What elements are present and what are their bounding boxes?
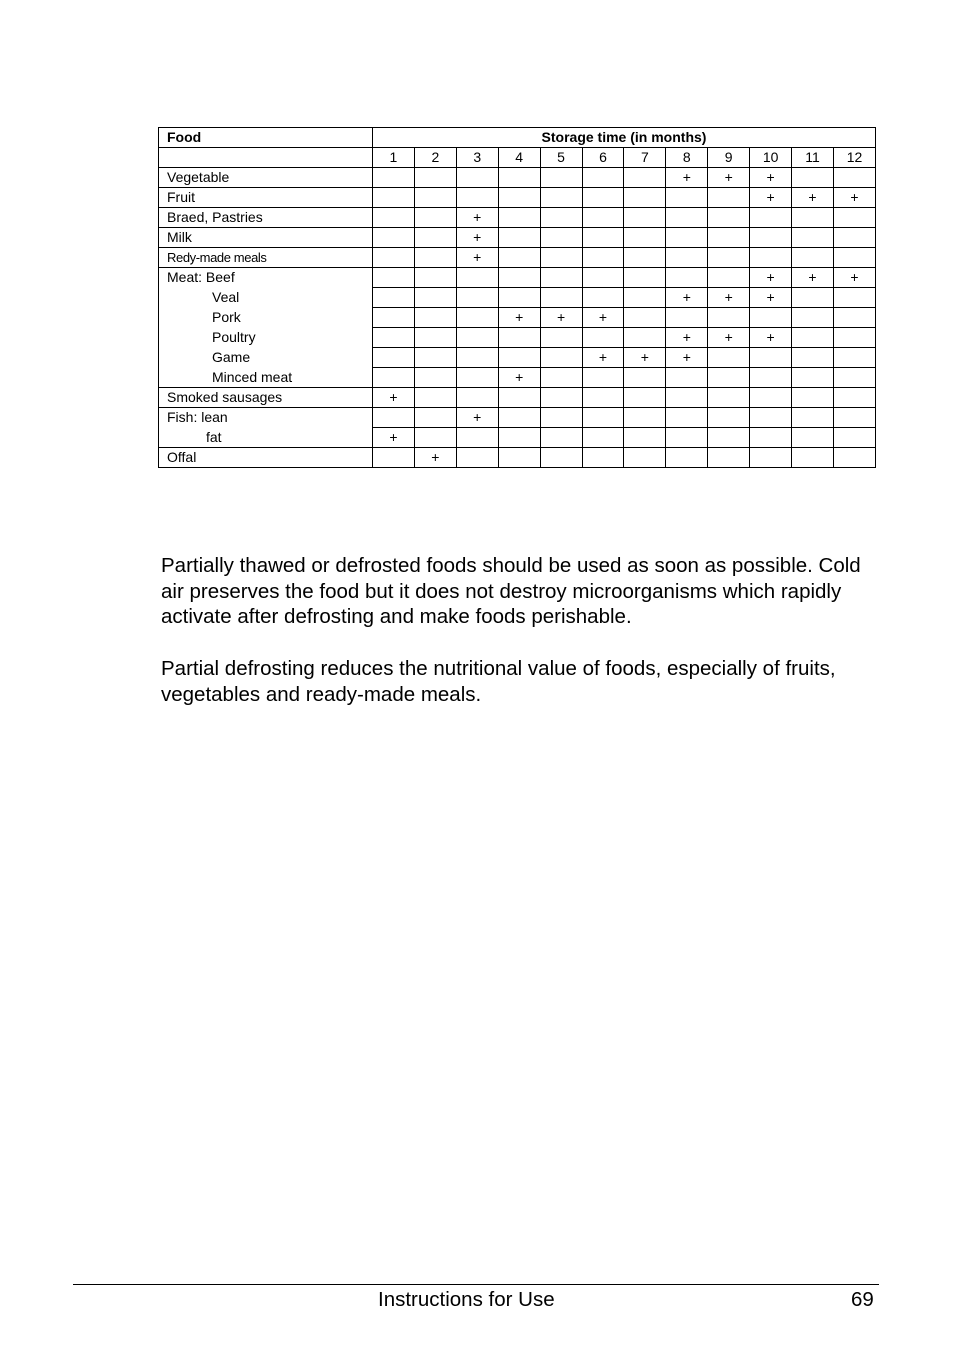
month-header: 4	[498, 148, 540, 168]
table-row	[159, 208, 876, 228]
storage-mark-cell	[540, 288, 582, 308]
storage-mark-cell	[373, 268, 415, 288]
storage-mark-cell	[373, 188, 415, 208]
storage-mark-cell	[792, 408, 834, 428]
storage-mark-cell	[666, 308, 708, 328]
food-label: Fruit	[159, 188, 373, 208]
storage-mark-cell	[750, 408, 792, 428]
storage-mark-cell: +	[498, 308, 540, 328]
storage-mark-cell: +	[582, 348, 624, 368]
table-row	[159, 228, 876, 248]
storage-mark-cell: +	[833, 268, 875, 288]
storage-mark-cell	[750, 208, 792, 228]
storage-mark-cell	[833, 228, 875, 248]
storage-mark-cell	[373, 248, 415, 268]
storage-mark-cell	[414, 208, 456, 228]
storage-mark-cell	[833, 208, 875, 228]
storage-mark-cell: +	[582, 308, 624, 328]
storage-mark-cell	[498, 428, 540, 448]
storage-mark-cell	[498, 328, 540, 348]
storage-mark-cell	[624, 208, 666, 228]
food-label: Offal	[159, 448, 373, 468]
storage-mark-cell	[708, 448, 750, 468]
storage-mark-cell	[750, 228, 792, 248]
storage-mark-cell	[708, 348, 750, 368]
food-label: fat	[159, 428, 373, 448]
table-row	[159, 268, 876, 288]
month-header: 7	[624, 148, 666, 168]
storage-mark-cell	[666, 448, 708, 468]
storage-mark-cell	[582, 328, 624, 348]
storage-mark-cell	[833, 328, 875, 348]
storage-mark-cell	[456, 328, 498, 348]
storage-mark-cell	[624, 388, 666, 408]
storage-mark-cell	[540, 368, 582, 388]
storage-mark-cell	[833, 348, 875, 368]
storage-mark-cell	[456, 288, 498, 308]
storage-mark-cell	[540, 248, 582, 268]
food-label: Redy-made meals	[159, 248, 373, 268]
storage-mark-cell: +	[833, 188, 875, 208]
storage-mark-cell	[414, 308, 456, 328]
storage-mark-cell	[456, 308, 498, 328]
storage-mark-cell	[792, 288, 834, 308]
storage-mark-cell: +	[498, 368, 540, 388]
storage-mark-cell	[666, 228, 708, 248]
storage-mark-cell	[498, 248, 540, 268]
storage-mark-cell	[582, 388, 624, 408]
storage-mark-cell	[708, 228, 750, 248]
food-label: Smoked sausages	[159, 388, 373, 408]
storage-mark-cell	[540, 408, 582, 428]
storage-mark-cell	[456, 368, 498, 388]
food-column-header-blank	[159, 148, 373, 168]
storage-mark-cell	[624, 268, 666, 288]
storage-mark-cell: +	[708, 288, 750, 308]
storage-mark-cell	[373, 208, 415, 228]
storage-mark-cell	[373, 288, 415, 308]
storage-mark-cell	[582, 228, 624, 248]
food-label: Milk	[159, 228, 373, 248]
storage-mark-cell: +	[666, 168, 708, 188]
food-label: Poultry	[159, 328, 373, 348]
table-body	[159, 168, 876, 468]
storage-mark-cell	[792, 388, 834, 408]
storage-mark-cell	[792, 368, 834, 388]
table-row	[159, 448, 876, 468]
storage-mark-cell: +	[456, 248, 498, 268]
storage-mark-cell	[666, 408, 708, 428]
storage-mark-cell: +	[792, 268, 834, 288]
storage-mark-cell: +	[750, 188, 792, 208]
storage-mark-cell	[582, 408, 624, 428]
storage-mark-cell	[582, 428, 624, 448]
storage-mark-cell	[414, 168, 456, 188]
storage-mark-cell	[666, 388, 708, 408]
storage-mark-cell	[373, 408, 415, 428]
storage-mark-cell: +	[666, 288, 708, 308]
month-number-row	[159, 148, 876, 168]
storage-mark-cell	[414, 348, 456, 368]
storage-mark-cell	[624, 448, 666, 468]
storage-mark-cell	[456, 188, 498, 208]
storage-mark-cell	[624, 188, 666, 208]
storage-mark-cell	[792, 228, 834, 248]
storage-mark-cell	[624, 368, 666, 388]
storage-mark-cell	[750, 448, 792, 468]
month-header: 10	[750, 148, 792, 168]
table-row	[159, 168, 876, 188]
storage-mark-cell	[624, 168, 666, 188]
storage-mark-cell: +	[750, 288, 792, 308]
storage-mark-cell	[708, 368, 750, 388]
storage-mark-cell: +	[666, 328, 708, 348]
month-header: 9	[708, 148, 750, 168]
month-header: 12	[833, 148, 875, 168]
table-row	[159, 288, 876, 308]
storage-mark-cell	[414, 328, 456, 348]
storage-mark-cell	[666, 188, 708, 208]
storage-mark-cell	[540, 208, 582, 228]
storage-mark-cell	[498, 448, 540, 468]
storage-mark-cell	[498, 288, 540, 308]
storage-mark-cell: +	[373, 428, 415, 448]
month-header: 2	[414, 148, 456, 168]
storage-mark-cell	[708, 188, 750, 208]
storage-mark-cell	[666, 248, 708, 268]
storage-mark-cell	[373, 308, 415, 328]
storage-mark-cell	[750, 368, 792, 388]
table-row	[159, 308, 876, 328]
storage-mark-cell	[540, 348, 582, 368]
storage-mark-cell	[540, 448, 582, 468]
storage-mark-cell	[582, 268, 624, 288]
storage-mark-cell	[708, 248, 750, 268]
storage-mark-cell	[498, 348, 540, 368]
storage-mark-cell	[750, 428, 792, 448]
storage-mark-cell	[414, 368, 456, 388]
storage-mark-cell	[624, 328, 666, 348]
food-label: Game	[159, 348, 373, 368]
storage-mark-cell	[540, 228, 582, 248]
table-row	[159, 368, 876, 388]
storage-mark-cell	[498, 168, 540, 188]
storage-mark-cell: +	[666, 348, 708, 368]
storage-mark-cell	[540, 188, 582, 208]
storage-mark-cell	[708, 268, 750, 288]
storage-mark-cell	[833, 428, 875, 448]
storage-mark-cell	[456, 448, 498, 468]
storage-mark-cell	[540, 268, 582, 288]
storage-mark-cell	[624, 228, 666, 248]
table-row	[159, 348, 876, 368]
storage-mark-cell	[540, 428, 582, 448]
storage-mark-cell	[414, 248, 456, 268]
storage-mark-cell	[708, 208, 750, 228]
storage-mark-cell	[582, 208, 624, 228]
storage-mark-cell	[708, 428, 750, 448]
storage-mark-cell	[792, 348, 834, 368]
food-label: Minced meat	[159, 368, 373, 388]
storage-mark-cell	[624, 428, 666, 448]
storage-mark-cell	[666, 208, 708, 228]
storage-time-header: Storage time (in months)	[373, 128, 876, 148]
storage-mark-cell: +	[708, 168, 750, 188]
storage-mark-cell	[582, 288, 624, 308]
table-row	[159, 328, 876, 348]
storage-mark-cell	[833, 408, 875, 428]
storage-mark-cell: +	[456, 228, 498, 248]
storage-mark-cell	[414, 188, 456, 208]
storage-mark-cell: +	[750, 268, 792, 288]
storage-mark-cell: +	[540, 308, 582, 328]
month-header: 1	[373, 148, 415, 168]
storage-mark-cell	[792, 428, 834, 448]
storage-mark-cell	[498, 188, 540, 208]
food-label: Fish: lean	[159, 408, 373, 428]
storage-mark-cell	[414, 268, 456, 288]
storage-mark-cell	[414, 228, 456, 248]
food-label: Vegetable	[159, 168, 373, 188]
storage-mark-cell: +	[792, 188, 834, 208]
table-header-row	[159, 128, 876, 148]
food-label: Pork	[159, 308, 373, 328]
storage-mark-cell	[498, 388, 540, 408]
page-number: 69	[851, 1288, 874, 1311]
storage-mark-cell	[792, 248, 834, 268]
storage-mark-cell: +	[456, 208, 498, 228]
storage-mark-cell	[540, 168, 582, 188]
food-column-header: Food	[159, 128, 373, 148]
storage-mark-cell	[373, 228, 415, 248]
storage-mark-cell	[750, 248, 792, 268]
storage-mark-cell	[582, 368, 624, 388]
storage-mark-cell	[792, 308, 834, 328]
storage-mark-cell	[498, 408, 540, 428]
month-header: 8	[666, 148, 708, 168]
storage-mark-cell	[833, 448, 875, 468]
storage-mark-cell	[414, 388, 456, 408]
storage-mark-cell: +	[414, 448, 456, 468]
storage-mark-cell	[456, 428, 498, 448]
storage-mark-cell	[750, 388, 792, 408]
storage-mark-cell	[456, 268, 498, 288]
storage-mark-cell	[582, 168, 624, 188]
storage-mark-cell	[582, 188, 624, 208]
footer-divider	[73, 1284, 879, 1285]
storage-mark-cell	[624, 288, 666, 308]
storage-mark-cell: +	[456, 408, 498, 428]
storage-mark-cell	[373, 328, 415, 348]
storage-mark-cell	[666, 268, 708, 288]
storage-mark-cell	[666, 428, 708, 448]
storage-mark-cell	[750, 308, 792, 328]
storage-mark-cell	[833, 308, 875, 328]
storage-mark-cell	[456, 388, 498, 408]
table-row	[159, 248, 876, 268]
storage-mark-cell	[414, 428, 456, 448]
table-row	[159, 408, 876, 428]
month-header: 11	[792, 148, 834, 168]
storage-mark-cell	[750, 348, 792, 368]
month-header: 3	[456, 148, 498, 168]
storage-mark-cell	[666, 368, 708, 388]
storage-mark-cell	[624, 248, 666, 268]
storage-mark-cell	[582, 248, 624, 268]
storage-mark-cell	[540, 328, 582, 348]
storage-mark-cell	[624, 408, 666, 428]
storage-mark-cell	[833, 168, 875, 188]
defrost-paragraph-1: Partially thawed or defrosted foods should be used as soon as possible. Cold air preserves the food but it does not destroy microorganisms which rapidly activate after defrosting and make foods perishable.	[161, 554, 861, 629]
storage-mark-cell: +	[624, 348, 666, 368]
storage-mark-cell: +	[708, 328, 750, 348]
storage-mark-cell	[414, 408, 456, 428]
storage-mark-cell	[708, 308, 750, 328]
storage-mark-cell	[373, 348, 415, 368]
month-header: 6	[582, 148, 624, 168]
storage-mark-cell	[833, 288, 875, 308]
storage-mark-cell	[624, 308, 666, 328]
defrost-paragraph-2: Partial defrosting reduces the nutritional value of foods, especially of fruits, vegetables and ready-made meals.	[161, 657, 836, 706]
storage-mark-cell	[833, 388, 875, 408]
storage-mark-cell: +	[750, 168, 792, 188]
storage-mark-cell	[792, 328, 834, 348]
storage-mark-cell: +	[373, 388, 415, 408]
footer-title: Instructions for Use	[378, 1288, 555, 1311]
food-label: Meat: Beef	[159, 268, 373, 288]
storage-mark-cell	[792, 448, 834, 468]
storage-mark-cell	[833, 248, 875, 268]
storage-mark-cell	[456, 348, 498, 368]
storage-mark-cell	[708, 388, 750, 408]
storage-mark-cell	[792, 208, 834, 228]
storage-mark-cell	[414, 288, 456, 308]
storage-mark-cell	[498, 268, 540, 288]
storage-mark-cell	[833, 368, 875, 388]
table-row	[159, 388, 876, 408]
storage-mark-cell	[373, 168, 415, 188]
table-row	[159, 428, 876, 448]
storage-mark-cell	[708, 408, 750, 428]
storage-mark-cell	[540, 388, 582, 408]
food-label: Veal	[159, 288, 373, 308]
month-header: 5	[540, 148, 582, 168]
storage-time-table	[158, 127, 876, 468]
table-row	[159, 188, 876, 208]
food-label: Braed, Pastries	[159, 208, 373, 228]
storage-mark-cell: +	[750, 328, 792, 348]
storage-mark-cell	[498, 208, 540, 228]
storage-mark-cell	[373, 368, 415, 388]
storage-mark-cell	[498, 228, 540, 248]
storage-mark-cell	[373, 448, 415, 468]
storage-mark-cell	[582, 448, 624, 468]
storage-mark-cell	[456, 168, 498, 188]
storage-mark-cell	[792, 168, 834, 188]
